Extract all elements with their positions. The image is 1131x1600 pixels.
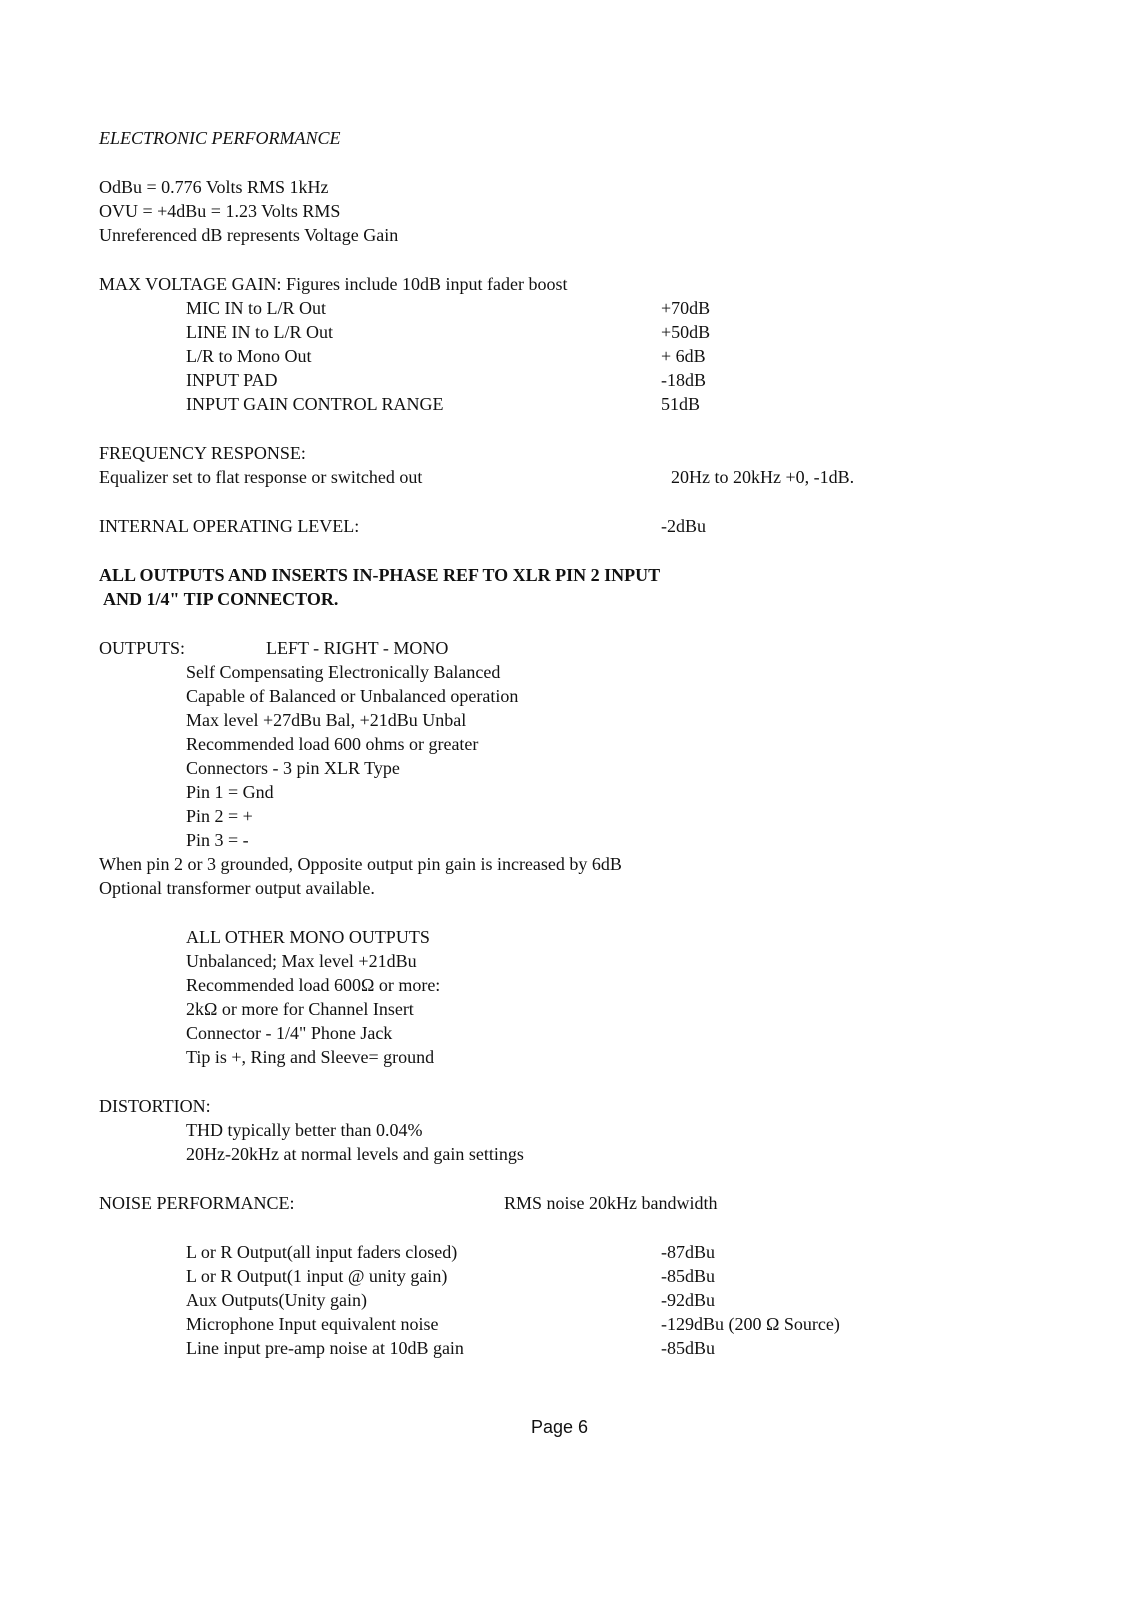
frequency-response-heading: FREQUENCY RESPONSE: bbox=[99, 443, 306, 463]
outputs-detail: Connectors - 3 pin XLR Type bbox=[186, 758, 400, 778]
other-mono-outputs-line: Recommended load 600Ω or more: bbox=[186, 975, 441, 995]
outputs-detail: Self Compensating Electronically Balanced bbox=[186, 662, 501, 682]
reference-line: OVU = +4dBu = 1.23 Volts RMS bbox=[99, 201, 341, 221]
noise-row-label: Aux Outputs(Unity gain) bbox=[186, 1290, 367, 1310]
gain-row-label: MIC IN to L/R Out bbox=[186, 298, 327, 318]
other-mono-outputs-line: Connector - 1/4" Phone Jack bbox=[186, 1023, 393, 1043]
reference-line: Unreferenced dB represents Voltage Gain bbox=[99, 225, 399, 245]
outputs-detail: Pin 1 = Gnd bbox=[186, 782, 274, 802]
page-number: Page 6 bbox=[531, 1417, 589, 1437]
outputs-detail: Pin 3 = - bbox=[186, 830, 249, 850]
gain-row-value: +70dB bbox=[661, 298, 711, 318]
distortion-detail: THD typically better than 0.04% bbox=[186, 1120, 423, 1140]
other-mono-outputs-line: 2kΩ or more for Channel Insert bbox=[186, 999, 414, 1019]
reference-line: OdBu = 0.776 Volts RMS 1kHz bbox=[99, 177, 329, 197]
outputs-heading: OUTPUTS: bbox=[99, 638, 186, 658]
other-mono-outputs-line: Unbalanced; Max level +21dBu bbox=[186, 951, 417, 971]
frequency-response-value: 20Hz to 20kHz +0, -1dB. bbox=[671, 467, 855, 487]
outputs-subheading: LEFT - RIGHT - MONO bbox=[266, 638, 449, 658]
outputs-note: Optional transformer output available. bbox=[99, 878, 375, 898]
noise-row-value: -129dBu (200 Ω Source) bbox=[661, 1314, 840, 1334]
other-mono-outputs-line: Tip is +, Ring and Sleeve= ground bbox=[186, 1047, 435, 1067]
noise-row-value: -87dBu bbox=[661, 1242, 715, 1262]
outputs-detail: Pin 2 = + bbox=[186, 806, 253, 826]
outputs-note: When pin 2 or 3 grounded, Opposite output pin gain is increased by 6dB bbox=[99, 854, 622, 874]
outputs-detail: Recommended load 600 ohms or greater bbox=[186, 734, 479, 754]
other-mono-outputs-line: ALL OTHER MONO OUTPUTS bbox=[186, 927, 430, 947]
gain-row-label: LINE IN to L/R Out bbox=[186, 322, 333, 342]
noise-row-label: L or R Output(all input faders closed) bbox=[186, 1242, 458, 1262]
noise-row-value: -92dBu bbox=[661, 1290, 715, 1310]
outputs-detail: Max level +27dBu Bal, +21dBu Unbal bbox=[186, 710, 467, 730]
gain-row-value: +50dB bbox=[661, 322, 711, 342]
section-title: ELECTRONIC PERFORMANCE bbox=[99, 128, 341, 148]
distortion-heading: DISTORTION: bbox=[99, 1096, 211, 1116]
internal-level-label: INTERNAL OPERATING LEVEL: bbox=[99, 516, 360, 536]
phase-note: ALL OUTPUTS AND INSERTS IN-PHASE REF TO XLR PIN 2 INPUT bbox=[99, 565, 661, 585]
noise-row-label: Line input pre-amp noise at 10dB gain bbox=[186, 1338, 464, 1358]
gain-row-value: -18dB bbox=[661, 370, 706, 390]
internal-level-value: -2dBu bbox=[661, 516, 706, 536]
gain-row-value: 51dB bbox=[661, 394, 701, 414]
noise-row-value: -85dBu bbox=[661, 1266, 715, 1286]
gain-row-label: INPUT PAD bbox=[186, 370, 278, 390]
distortion-detail: 20Hz-20kHz at normal levels and gain settings bbox=[186, 1144, 524, 1164]
frequency-response-label: Equalizer set to flat response or switched out bbox=[99, 467, 423, 487]
gain-row-value: + 6dB bbox=[661, 346, 706, 366]
outputs-detail: Capable of Balanced or Unbalanced operation bbox=[186, 686, 519, 706]
max-voltage-gain-heading: MAX VOLTAGE GAIN: Figures include 10dB input fader boost bbox=[99, 274, 568, 294]
noise-row-value: -85dBu bbox=[661, 1338, 715, 1358]
noise-row-label: L or R Output(1 input @ unity gain) bbox=[186, 1266, 448, 1286]
noise-performance-subheading: RMS noise 20kHz bandwidth bbox=[504, 1193, 718, 1213]
gain-row-label: L/R to Mono Out bbox=[186, 346, 312, 366]
noise-row-label: Microphone Input equivalent noise bbox=[186, 1314, 439, 1334]
noise-performance-heading: NOISE PERFORMANCE: bbox=[99, 1193, 295, 1213]
phase-note: AND 1/4" TIP CONNECTOR. bbox=[103, 589, 339, 609]
gain-row-label: INPUT GAIN CONTROL RANGE bbox=[186, 394, 444, 414]
